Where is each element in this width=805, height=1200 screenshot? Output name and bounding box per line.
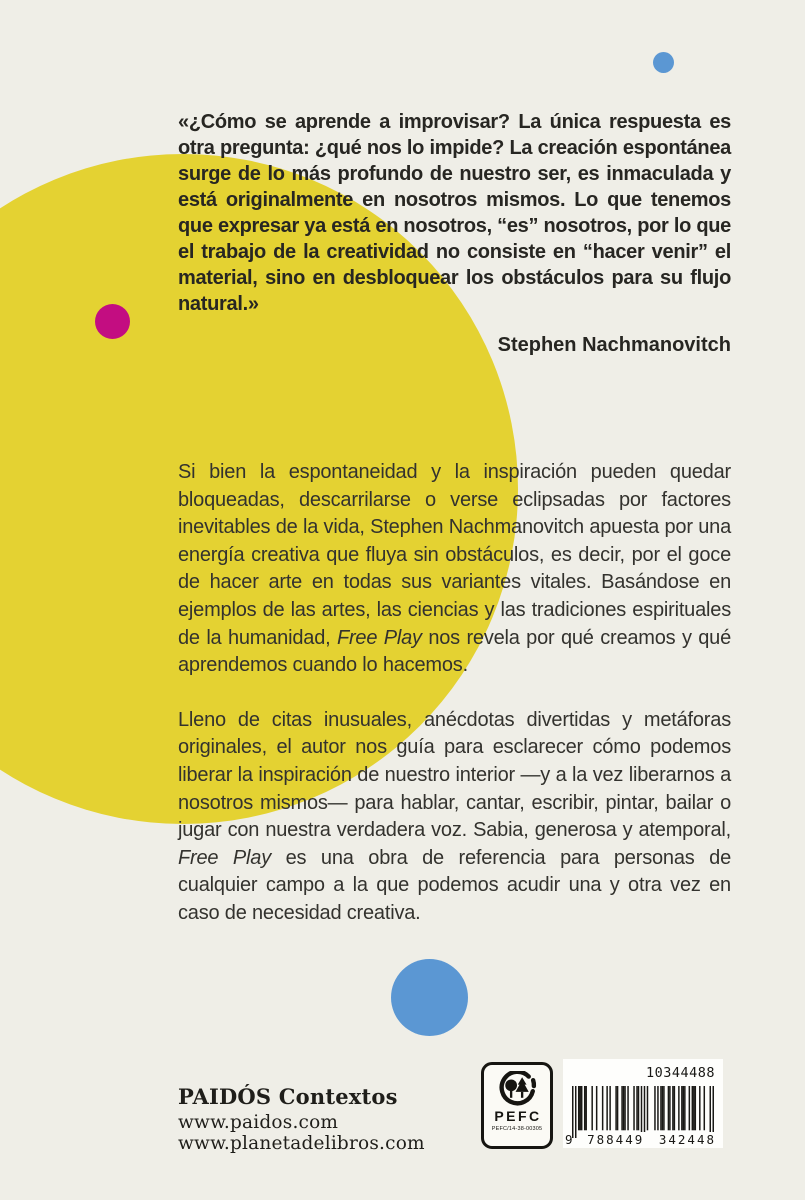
quote-attribution: Stephen Nachmanovitch: [497, 334, 731, 356]
isbn-group-1: 9: [565, 1132, 573, 1147]
pefc-trees-icon: [495, 1071, 539, 1107]
barcode-isbn-digits: [565, 1132, 718, 1147]
book-title-italic: Free Play: [336, 626, 422, 649]
synopsis-text: Si bien la espontaneidad y la inspiración pueden quedar bloqueadas, descarrilarse o verse eclipsadas por factores inevitables de la vida, Stephen Nachmanovitch apuesta por una energía creativa que fluya sin obstáculos, es decir, por el goce de hacer arte en todas sus variantes vitales. Basándose en ejemplos de las artes, las ciencias y las tradiciones espirituales de la humanidad,: [178, 461, 731, 649]
synopsis-paragraph: [178, 707, 731, 928]
blue-circle-decoration: [391, 959, 468, 1036]
pefc-certification-logo: [481, 1062, 553, 1149]
magenta-dot-decoration: [95, 304, 130, 339]
pefc-label: PEFC: [494, 1108, 542, 1124]
synopsis-text: es una obra de referencia para personas de cualquier campo a la que podemos acudir una y otra vez en caso de necesidad creativa.: [178, 846, 731, 924]
book-title-italic: Free Play: [178, 846, 272, 869]
blue-dot-decoration: [653, 52, 674, 73]
isbn-group-2: 788449: [587, 1132, 645, 1147]
publisher-url-planetadelibros: www.planetadelibros.com: [178, 1132, 425, 1154]
publisher-url-paidos: www.paidos.com: [178, 1112, 339, 1133]
synopsis-text: Lleno de citas inusuales, anécdotas divertidas y metáforas originales, el autor nos guía para esclarecer cómo podemos liberar la inspiración de nuestro interior —y a la vez liberarnos a nosotros mismos— para hablar, cantar, escribir, pintar, bailar o jugar con nuestra verdadera voz. Sabia, generosa y atemporal,: [178, 708, 731, 842]
synopsis-text: nos revela por qué creamos y qué aprendemos cuando lo hacemos.: [178, 626, 731, 677]
quote-block: [178, 109, 731, 358]
isbn-group-3: 342448: [658, 1132, 716, 1147]
barcode-product-code: 10344488: [645, 1065, 715, 1081]
publisher-imprint: PAIDÓS Contextos: [178, 1084, 398, 1109]
barcode-block: [563, 1059, 723, 1148]
quote-text: «¿Cómo se aprende a improvisar? La única respuesta es otra pregunta: ¿qué nos lo impide? La creación espontánea surge de lo más profundo de nuestro ser, es inmaculada y está originalmente en nosotros mismos. Lo que tenemos que expresar ya está en nosotros, “es” nosotros, por lo que el trabajo de la creatividad no consiste en “hacer venir” el material, sino en desbloquear los obstáculos para su flujo natural.»: [178, 111, 731, 315]
synopsis-paragraph: [178, 459, 731, 680]
barcode-bars-icon: [572, 1086, 714, 1138]
pefc-cert-number: PEFC/14-38-00305: [491, 1126, 543, 1132]
publisher-block: [178, 1085, 425, 1154]
synopsis-block: [178, 459, 731, 928]
